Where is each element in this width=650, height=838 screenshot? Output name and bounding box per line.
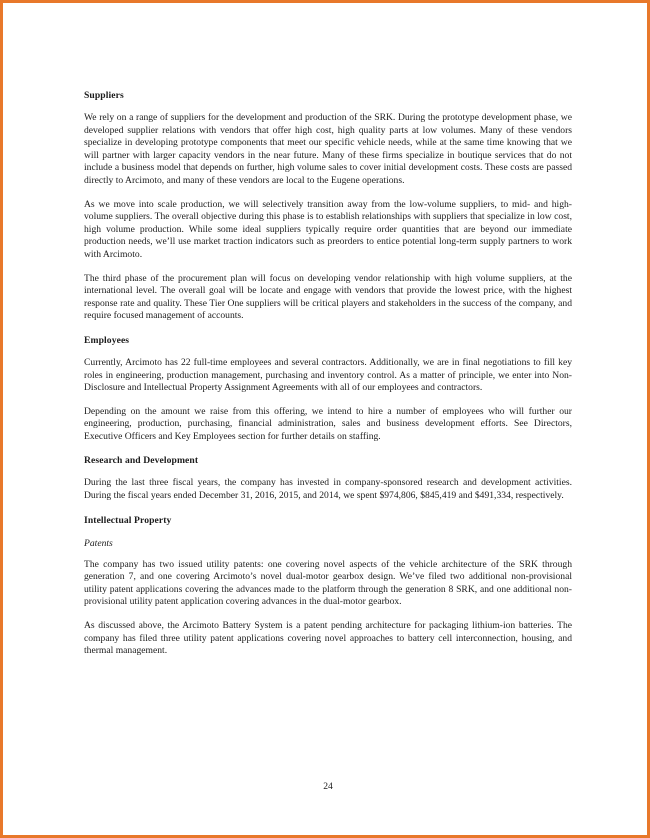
paragraph: We rely on a range of suppliers for the development and production of the SRK. During the prototype development phase, we developed supplier relations with vendors that offer high cost, high quality parts at low volumes. Many of these vendors specialize in developing prototype components that meet our specific vehicle needs, while at the same time knowing that we will partner with larger capacity vendors in the near future. Many of these firms specialize in boutique services that do not include a business model that depends on further, high volume sales to cover initial development costs. These costs are passed directly to Arcimoto, and many of these vendors are local to the Eugene operations. <box>84 112 572 186</box>
heading-employees: Employees <box>84 334 130 346</box>
paragraph: During the last three fiscal years, the company has invested in company-sponsored research and development activities. During the fiscal years ended December 31, 2016, 2015, and 2014, we spent $974,806, $845,419 and $491,334, respectively. <box>84 477 572 502</box>
document-page <box>84 85 572 669</box>
heading-research-development: Research and Development <box>84 455 199 467</box>
paragraph: The third phase of the procurement plan will focus on developing vendor relationship with high volume suppliers, at the international level. The overall goal will be locate and engage with vendors that provide the lowest price, with the highest response rate and quality. These Tier One suppliers will be critical players and stakeholders in the success of the company, and require focused management of accounts. <box>84 272 572 322</box>
paragraph: As we move into scale production, we will selectively transition away from the low-volume suppliers, to mid- and high-volume suppliers. The overall objective during this phase is to establish relationships with suppliers that specialize in low cost, high volume production. While some ideal suppliers typically require order quantities that are beyond our immediate production needs, we’ll use market traction indicators such as preorders to entice potential long-term supply partners to work with Arcimoto. <box>84 198 572 260</box>
section-research-development <box>84 454 572 502</box>
subheading-patents: Patents <box>84 537 113 549</box>
section-employees <box>84 334 572 444</box>
paragraph: The company has two issued utility patents: one covering novel aspects of the vehicle architecture of the SRK through generation 7, and one covering Arcimoto’s novel dual-motor gearbox design. We’ve filed two additional non-provisional utility patent applications covering the advances made to the platform through the generation 8 SRK, and one additional non-provisional utility patent application covering advances in the dual-motor gearbox. <box>84 558 572 608</box>
paragraph: Depending on the amount we raise from this offering, we intend to hire a number of employees who will further our engineering, production, purchasing, financial administration, sales and business development efforts. See Directors, Executive Officers and Key Employees section for further details on staffing. <box>84 405 572 442</box>
section-intellectual-property <box>84 514 572 658</box>
paragraph: As discussed above, the Arcimoto Battery System is a patent pending architecture for packaging lithium-ion batteries. The company has filed three utility patent applications covering novel approaches to battery cell interconnection, housing, and thermal management. <box>84 620 572 657</box>
heading-intellectual-property: Intellectual Property <box>84 514 172 526</box>
section-suppliers <box>84 89 572 323</box>
paragraph: Currently, Arcimoto has 22 full-time employees and several contractors. Additionally, we are in final negotiations to fill key roles in engineering, production management, purchasing and inventory control. As a matter of principle, we enter into Non-Disclosure and Intellectual Property Assignment Agreements with all of our employees and contractors. <box>84 356 572 394</box>
heading-suppliers: Suppliers <box>84 90 124 101</box>
page-number: 24 <box>323 781 333 792</box>
